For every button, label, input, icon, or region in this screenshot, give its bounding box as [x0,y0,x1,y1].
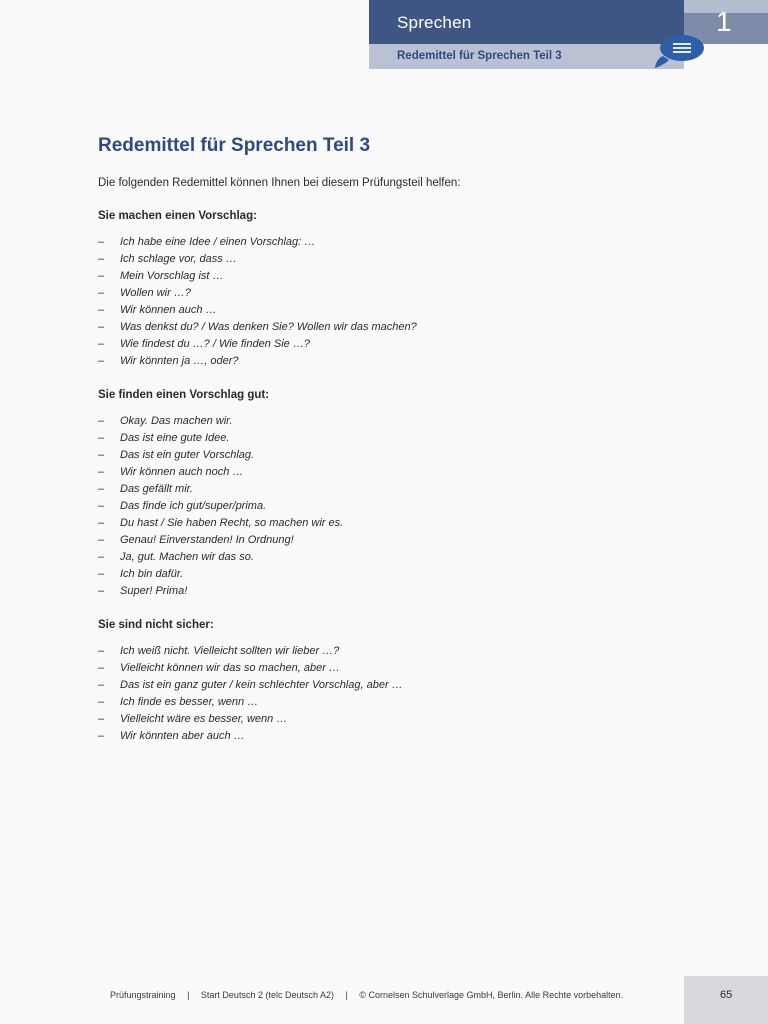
header-subtitle: Redemittel für Sprechen Teil 3 [397,50,562,62]
footer-separator: | [345,990,348,1000]
list-item [98,302,417,319]
footer-copyright: © Cornelsen Schulverlage GmbH, Berlin. Alle Rechte vorbehalten. [359,990,624,1000]
section-heading-suggestion: Sie machen einen Vorschlag: [98,210,257,222]
footer-book-title: Start Deutsch 2 (telc Deutsch A2) [200,990,334,1000]
section-heading-agree: Sie finden einen Vorschlag gut: [98,389,270,401]
phrase-text: Wir könnten ja …, oder? [120,355,239,367]
list-item [98,353,417,370]
phrase-text: Ja, gut. Machen wir das so. [120,551,254,563]
list-item [98,430,343,447]
bullet-dash: – [98,355,105,367]
list-item [98,532,343,549]
list-item [98,583,343,600]
phrase-text: Das ist eine gute Idee. [120,432,230,444]
bullet-dash: – [98,500,105,512]
list-item [98,643,403,660]
list-item [98,694,403,711]
phrase-text: Vielleicht können wir das so machen, aber … [120,662,340,674]
list-item [98,481,343,498]
list-item [98,251,417,268]
bullet-dash: – [98,304,105,316]
list-item [98,464,343,481]
phrase-text: Das gefällt mir. [120,483,193,495]
phrase-text: Wir können auch … [120,304,217,316]
bullet-dash: – [98,321,105,333]
list-item [98,285,417,302]
footer [110,990,623,1000]
bullet-dash: – [98,585,105,597]
phrase-text: Ich habe eine Idee / einen Vorschlag: … [120,236,316,248]
list-item [98,515,343,532]
phrase-text: Wir können auch noch … [120,466,244,478]
list-item [98,336,417,353]
intro-text: Die folgenden Redemittel können Ihnen bei diesem Prüfungsteil helfen: [98,177,461,189]
phrase-list-agree [98,413,343,600]
page-number: 65 [720,989,733,1001]
bullet-dash: – [98,534,105,546]
list-item [98,413,343,430]
phrase-text: Das ist ein guter Vorschlag. [120,449,255,461]
bullet-dash: – [98,517,105,529]
bullet-dash: – [98,679,105,691]
speech-bubble-icon [655,34,705,70]
phrase-text: Genau! Einverstanden! In Ordnung! [120,534,294,546]
phrase-list-suggestion [98,234,417,370]
bullet-dash: – [98,338,105,350]
list-item [98,728,403,745]
section-heading-unsure: Sie sind nicht sicher: [98,619,214,631]
phrase-text: Mein Vorschlag ist … [120,270,224,282]
list-item [98,447,343,464]
bullet-dash: – [98,551,105,563]
list-item [98,677,403,694]
list-item [98,268,417,285]
bullet-dash: – [98,696,105,708]
phrase-text: Was denkst du? / Was denken Sie? Wollen wir das machen? [120,321,417,333]
phrase-text: Ich finde es besser, wenn … [120,696,259,708]
list-item [98,549,343,566]
page-title: Redemittel für Sprechen Teil 3 [98,135,371,156]
bullet-dash: – [98,432,105,444]
bullet-dash: – [98,483,105,495]
bullet-dash: – [98,662,105,674]
phrase-text: Wir könnten aber auch … [120,730,245,742]
footer-separator: | [187,990,190,1000]
bullet-dash: – [98,645,105,657]
list-item [98,711,403,728]
phrase-text: Wie findest du …? / Wie finden Sie …? [120,338,310,350]
phrase-text: Ich bin dafür. [120,568,184,580]
list-item [98,660,403,677]
bullet-dash: – [98,270,105,282]
header-section-title: Sprechen [397,13,472,32]
phrase-text: Okay. Das machen wir. [120,415,233,427]
bullet-dash: – [98,415,105,427]
list-item [98,319,417,336]
bullet-dash: – [98,730,105,742]
bullet-dash: – [98,236,105,248]
phrase-text: Das finde ich gut/super/prima. [120,500,267,512]
list-item [98,566,343,583]
phrase-text: Ich schlage vor, dass … [120,253,237,265]
bullet-dash: – [98,568,105,580]
phrase-text: Super! Prima! [120,585,188,597]
list-item [98,234,417,251]
chapter-number: 1 [716,6,732,37]
phrase-list-unsure [98,643,403,745]
bullet-dash: – [98,253,105,265]
bullet-dash: – [98,287,105,299]
phrase-text: Du hast / Sie haben Recht, so machen wir es. [120,517,344,529]
list-item [98,498,343,515]
phrase-text: Wollen wir …? [120,287,191,299]
footer-product: Prüfungstraining [110,990,176,1000]
phrase-text: Vielleicht wäre es besser, wenn … [120,713,288,725]
phrase-text: Das ist ein ganz guter / kein schlechter Vorschlag, aber … [120,679,403,691]
bullet-dash: – [98,449,105,461]
bullet-dash: – [98,713,105,725]
bullet-dash: – [98,466,105,478]
phrase-text: Ich weiß nicht. Vielleicht sollten wir lieber …? [120,645,340,657]
